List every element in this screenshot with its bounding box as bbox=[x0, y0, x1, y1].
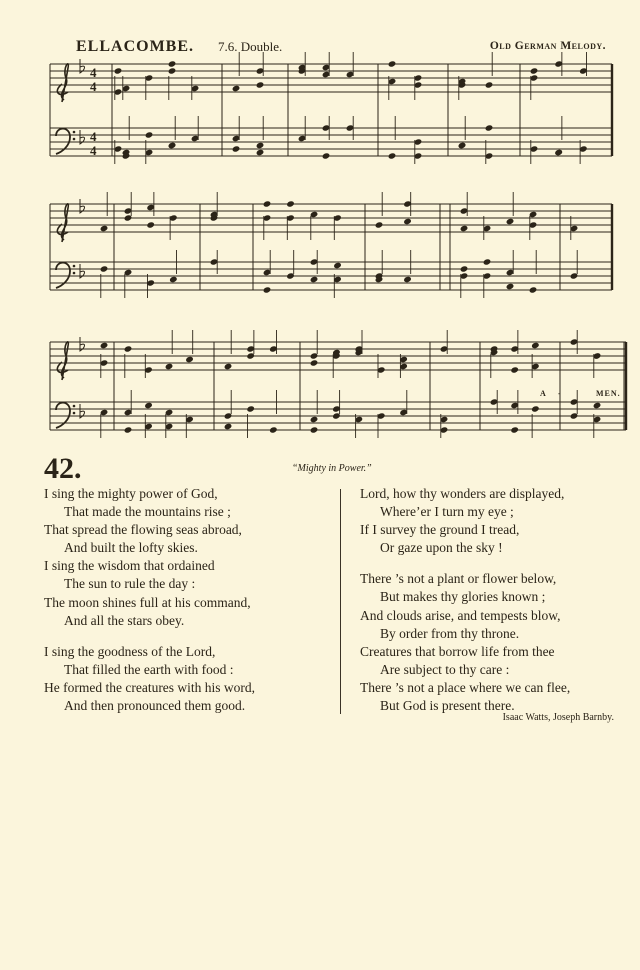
verse-line: If I survey the ground I tread, bbox=[360, 522, 520, 538]
note-head bbox=[554, 149, 563, 156]
verse-line: But God is present there. bbox=[380, 698, 515, 714]
note-head bbox=[530, 67, 539, 74]
stanza-gap bbox=[44, 630, 334, 643]
verse-line: That filled the earth with food : bbox=[64, 661, 234, 677]
time-signature-bottom: 4 bbox=[90, 143, 97, 158]
note-head bbox=[232, 85, 241, 92]
note-head bbox=[145, 131, 154, 138]
column-divider bbox=[340, 489, 341, 714]
verse-line: That made the mountains rise ; bbox=[64, 504, 231, 520]
verse-line: The sun to rule the day : bbox=[64, 576, 196, 592]
note-head bbox=[310, 426, 319, 433]
note-head bbox=[529, 286, 538, 293]
verse-line: And clouds arise, and tempests blow, bbox=[360, 607, 561, 623]
note-head bbox=[263, 200, 272, 207]
time-signature-bottom: 4 bbox=[90, 79, 97, 94]
note-head bbox=[168, 60, 177, 67]
note-head bbox=[100, 265, 109, 272]
note-head bbox=[506, 283, 515, 290]
verse-line: Lord, how thy wonders are displayed, bbox=[360, 486, 565, 501]
stanza-gap bbox=[360, 557, 622, 570]
verse-line: By order from thy throne. bbox=[380, 625, 520, 641]
note-head bbox=[483, 258, 492, 265]
note-head bbox=[460, 225, 469, 232]
music-score bbox=[0, 0, 640, 450]
bass-clef-dot bbox=[73, 272, 76, 275]
note-head bbox=[256, 81, 265, 88]
note-head bbox=[146, 221, 155, 228]
note-head bbox=[460, 265, 469, 272]
bass-clef-dot bbox=[73, 412, 76, 415]
note-head bbox=[593, 402, 602, 409]
bass-clef bbox=[56, 129, 70, 154]
verse-line: There ’s not a place where we can flee, bbox=[360, 679, 571, 695]
bass-clef-dot bbox=[73, 405, 76, 408]
note-head bbox=[506, 218, 515, 225]
bass-clef-dot bbox=[73, 131, 76, 134]
time-signature-top: 4 bbox=[90, 129, 97, 144]
verse-line: Or gaze upon the sky ! bbox=[380, 540, 503, 556]
bass-clef-dot bbox=[73, 138, 76, 141]
note-head bbox=[165, 363, 174, 370]
verse-line: I sing the wisdom that ordained bbox=[44, 558, 215, 574]
verse-line: But makes thy glories known ; bbox=[380, 589, 546, 605]
note-head bbox=[403, 218, 412, 225]
hymn-attribution: Isaac Watts, Joseph Barnby. bbox=[502, 712, 614, 723]
amen-syllable: A bbox=[540, 389, 547, 398]
note-head bbox=[458, 142, 467, 149]
note-head bbox=[531, 405, 540, 412]
verse-line: And built the lofty skies. bbox=[64, 540, 198, 556]
tune-name: ELLACOMBE. bbox=[76, 38, 195, 55]
verse-line: The moon shines full at his command, bbox=[44, 594, 251, 610]
note-head bbox=[168, 67, 177, 74]
verse-line: There ’s not a plant or flower below, bbox=[360, 571, 557, 587]
note-head bbox=[510, 366, 519, 373]
amen-syllable: MEN. bbox=[596, 389, 621, 398]
note-head bbox=[388, 60, 397, 67]
note-head bbox=[246, 405, 255, 412]
note-head bbox=[531, 342, 540, 349]
note-head bbox=[144, 402, 153, 409]
treble-clef bbox=[57, 204, 68, 242]
note-head bbox=[169, 276, 178, 283]
note-head bbox=[263, 286, 272, 293]
note-head bbox=[485, 124, 494, 131]
verse-line: Creatures that borrow life from thee bbox=[360, 643, 555, 659]
note-head bbox=[224, 423, 233, 430]
note-head bbox=[124, 426, 133, 433]
note-head bbox=[256, 142, 265, 149]
note-head bbox=[310, 359, 319, 366]
amen-syllable: - bbox=[558, 389, 562, 398]
note-head bbox=[124, 345, 133, 352]
note-head bbox=[333, 262, 342, 269]
note-head bbox=[256, 149, 265, 156]
bass-clef bbox=[56, 263, 70, 288]
verse-line: That spread the flowing seas abroad, bbox=[44, 522, 242, 538]
note-head bbox=[375, 221, 384, 228]
verse-line: Where’er I turn my eye ; bbox=[380, 504, 514, 520]
note-head bbox=[286, 200, 295, 207]
note-head bbox=[224, 363, 233, 370]
note-head bbox=[485, 81, 494, 88]
hymn-number: 42. bbox=[44, 452, 82, 485]
tune-source: Old German Melody. bbox=[489, 40, 606, 52]
treble-clef bbox=[57, 342, 68, 380]
note-head bbox=[100, 342, 109, 349]
note-head bbox=[388, 152, 397, 159]
verse-line: Are subject to thy care : bbox=[380, 661, 510, 677]
note-head bbox=[100, 225, 109, 232]
note-head bbox=[232, 145, 241, 152]
verses-left-column bbox=[44, 485, 334, 715]
hymn-title: “Mighty in Power.” bbox=[292, 463, 372, 474]
verse-line: And then pronounced them good. bbox=[64, 698, 246, 714]
note-head bbox=[510, 426, 519, 433]
note-head bbox=[310, 276, 319, 283]
note-head bbox=[185, 356, 194, 363]
note-head bbox=[269, 426, 278, 433]
note-head bbox=[310, 416, 319, 423]
treble-clef bbox=[57, 64, 68, 102]
bass-clef-dot bbox=[73, 265, 76, 268]
verse-line: I sing the mighty power of God, bbox=[44, 486, 218, 501]
time-signature-top: 4 bbox=[90, 65, 97, 80]
verse-line: I sing the goodness of the Lord, bbox=[44, 643, 216, 659]
note-head bbox=[322, 152, 331, 159]
tune-meter: 7.6. Double. bbox=[218, 39, 283, 54]
note-head bbox=[403, 276, 412, 283]
verse-line: And all the stars obey. bbox=[64, 612, 185, 628]
verses-right-column bbox=[360, 485, 622, 715]
verse-line: He formed the creatures with his word, bbox=[44, 679, 256, 695]
bass-clef bbox=[56, 403, 70, 428]
note-head bbox=[168, 142, 177, 149]
note-head bbox=[114, 67, 123, 74]
